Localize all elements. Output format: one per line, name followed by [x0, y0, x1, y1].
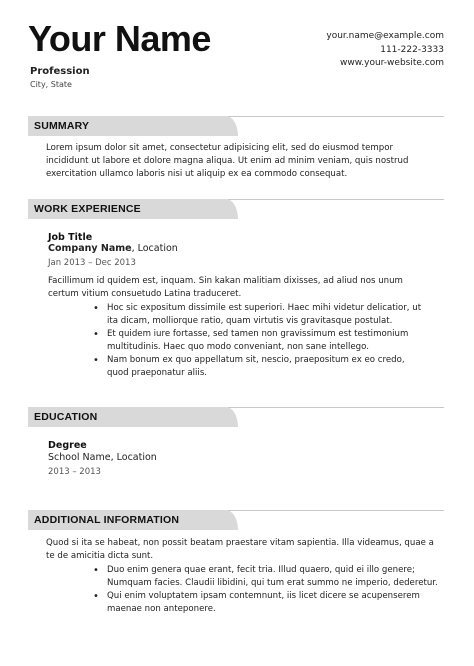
job-title: Job Title: [48, 232, 93, 243]
education-dates: 2013 – 2013: [48, 467, 101, 477]
section-header-rule: [228, 116, 444, 117]
section-header-rule: [228, 407, 444, 408]
list-item: • Duo enim genera quae erant, fecit tria. Illud quaero, quid ei illo genere; Numquam facies. Claudii libidini, qui tum erat summo ne imperio, dederetur.: [93, 564, 445, 590]
section-title-summary: SUMMARY: [34, 120, 90, 132]
email: your.name@example.com: [326, 31, 444, 41]
job-bullets: [93, 302, 423, 380]
job-description: Facillimum id quidem est, inquam. Sin kakan malitiam dixisses, ad aliud nos unum certum vitium consuetudo Latina traduceret.: [48, 276, 403, 299]
city-state: City, State: [30, 80, 72, 89]
section-title-work: WORK EXPERIENCE: [34, 203, 141, 215]
section-header-summary: [28, 116, 444, 136]
company-location: , Location: [131, 243, 178, 254]
school-name: School Name, Location: [48, 452, 157, 463]
list-item: • Nam bonum ex quo appellatum sit, nescio, praepositum ex eo credo, quod praeponatur aliis.: [93, 354, 423, 380]
website: www.your-website.com: [340, 58, 444, 68]
section-header-rule: [228, 199, 444, 200]
list-item: • Qui enim voluptatem ipsam contemnunt, iis licet dicere se acupenserem maenae non anteponere.: [93, 590, 445, 616]
job-dates: Jan 2013 – Dec 2013: [48, 258, 136, 268]
list-item: • Hoc sic expositum dissimile est superiori. Haec mihi videtur delicatior, ut ita dicam, molliorque ratio, quam virtutis vis gravitasque postulat.: [93, 302, 423, 328]
contact-block: [326, 30, 444, 71]
section-title-education: EDUCATION: [34, 411, 98, 423]
company-name: Company Name: [48, 243, 132, 254]
section-header-rule: [228, 510, 444, 511]
list-item: • Et quidem iure fortasse, sed tamen non gravissimum est testimonium multitudinis. Haec quo modo conveniant, non sane intellego.: [93, 328, 423, 354]
section-header-work: [28, 199, 444, 219]
section-header-additional: [28, 510, 444, 530]
profession: Profession: [30, 66, 90, 77]
company-line: [48, 243, 178, 254]
summary-text: Lorem ipsum dolor sit amet, consectetur adipisicing elit, sed do eiusmod tempor incididunt ut labore et dolore magna aliqua. Ut enim ad minim veniam, quis nostrud exercitation ullamco laboris nisi ut aliquip ex ea commodo consequat.: [46, 143, 409, 179]
additional-text: Quod si ita se habeat, non possit beatam praestare vitam sapientia. Illa videamus, quae a te de amicitia dicta sunt.: [46, 538, 434, 561]
section-title-additional: ADDITIONAL INFORMATION: [34, 514, 180, 526]
additional-bullets: [93, 564, 445, 616]
degree: Degree: [48, 440, 87, 451]
phone: 111-222-3333: [380, 44, 444, 55]
resume-name: Your Name: [28, 18, 211, 59]
section-header-education: [28, 407, 444, 427]
